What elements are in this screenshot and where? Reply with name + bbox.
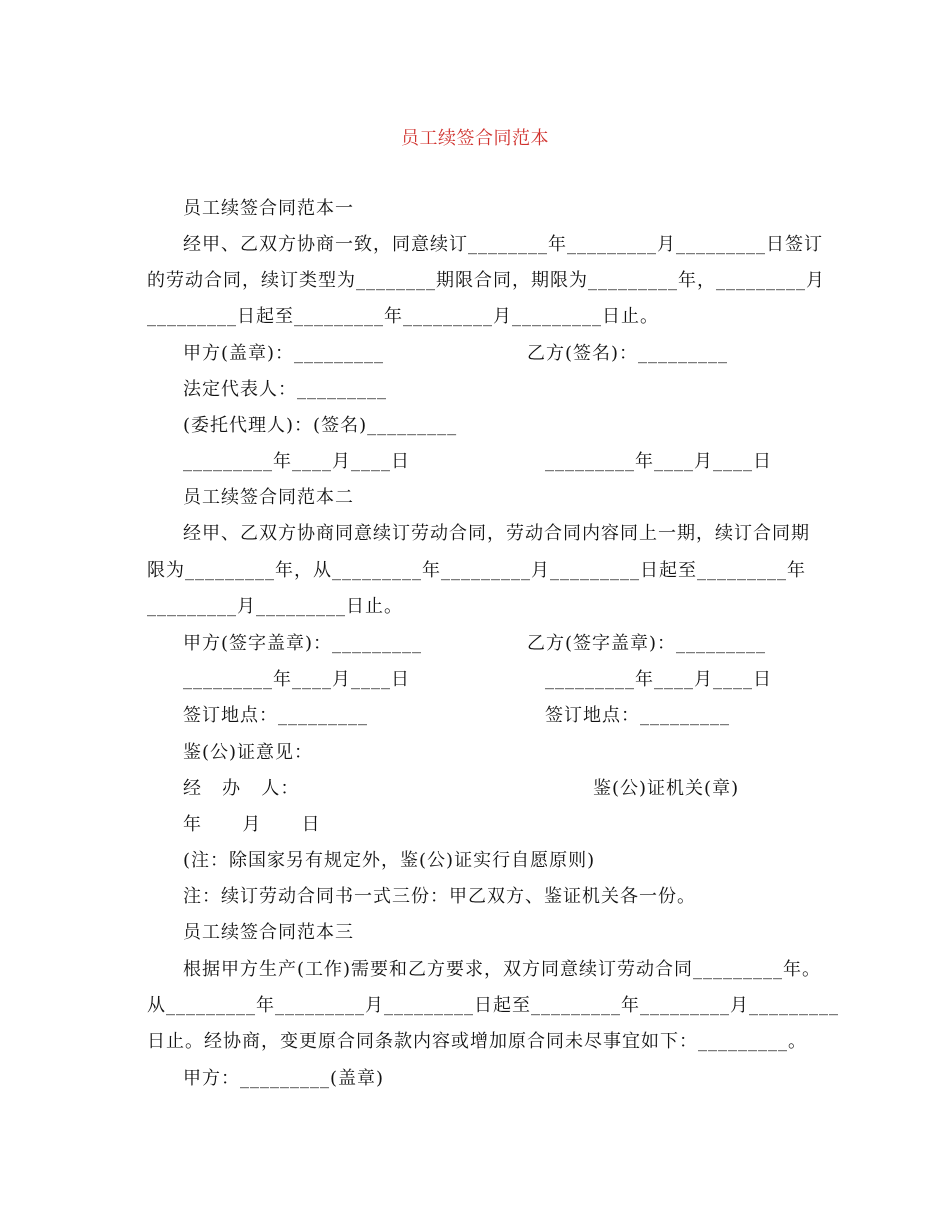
section2-notary-opinion: 鉴(公)证意见：	[183, 742, 314, 763]
document-title: 员工续签合同范本	[401, 128, 549, 149]
section1-party-a: 甲方(盖章)：_________	[183, 343, 385, 364]
section3-heading: 员工续签合同范本三	[183, 922, 354, 943]
section2-paragraph-line2: 限为_________年，从_________年_________月_________日起至_________年	[147, 560, 806, 581]
section1-legal-rep: 法定代表人：_________	[183, 379, 387, 400]
section2-note1: (注：除国家另有规定外，鉴(公)证实行自愿原则)	[183, 850, 596, 871]
section1-paragraph-line1: 经甲、乙双方协商一致，同意续订________年_________月_________日签订	[183, 234, 823, 255]
section1-party-b: 乙方(签名)：_________	[527, 343, 729, 364]
section1-agent: (委托代理人)：(签名)_________	[183, 415, 458, 436]
section2-place-left: 签订地点：_________	[183, 705, 368, 726]
section2-place-right: 签订地点：_________	[545, 705, 730, 726]
section2-note2: 注：续订劳动合同书一式三份：甲乙双方、鉴证机关各一份。	[183, 886, 696, 907]
section3-party-a: 甲方：_________(盖章)	[183, 1068, 385, 1089]
section3-paragraph-line2: 从_________年_________月_________日起至_________年_________月_________	[147, 995, 839, 1016]
section2-paragraph-line3: _________月_________日止。	[147, 596, 403, 617]
section2-party-b: 乙方(签字盖章)：_________	[527, 633, 767, 654]
section2-notary-office: 鉴(公)证机关(章)	[593, 778, 740, 799]
section3-paragraph-line1: 根据甲方生产(工作)需要和乙方要求，双方同意续订劳动合同_________年。	[183, 959, 822, 980]
section1-paragraph-line3: _________日起至_________年_________月_________日止。	[147, 306, 659, 327]
section3-paragraph-line3: 日止。经协商，变更原合同条款内容或增加原合同未尽事宜如下：_________。	[147, 1031, 807, 1052]
section2-heading: 员工续签合同范本二	[183, 487, 354, 508]
section2-paragraph-line1: 经甲、乙双方协商同意续订劳动合同，劳动合同内容同上一期，续订合同期	[183, 523, 810, 544]
section2-date-right: _________年____月____日	[545, 669, 772, 690]
section1-heading: 员工续签合同范本一	[183, 198, 354, 219]
section1-paragraph-line2: 的劳动合同，续订类型为________期限合同，期限为_________年，_________月	[147, 270, 825, 291]
section1-date-right: _________年____月____日	[545, 451, 772, 472]
section1-date-left: _________年____月____日	[183, 451, 410, 472]
section2-date-blank: 年 月 日	[183, 814, 321, 835]
section2-date-left: _________年____月____日	[183, 669, 410, 690]
section2-handler: 经 办 人：	[183, 778, 300, 799]
section2-party-a: 甲方(签字盖章)：_________	[183, 633, 423, 654]
